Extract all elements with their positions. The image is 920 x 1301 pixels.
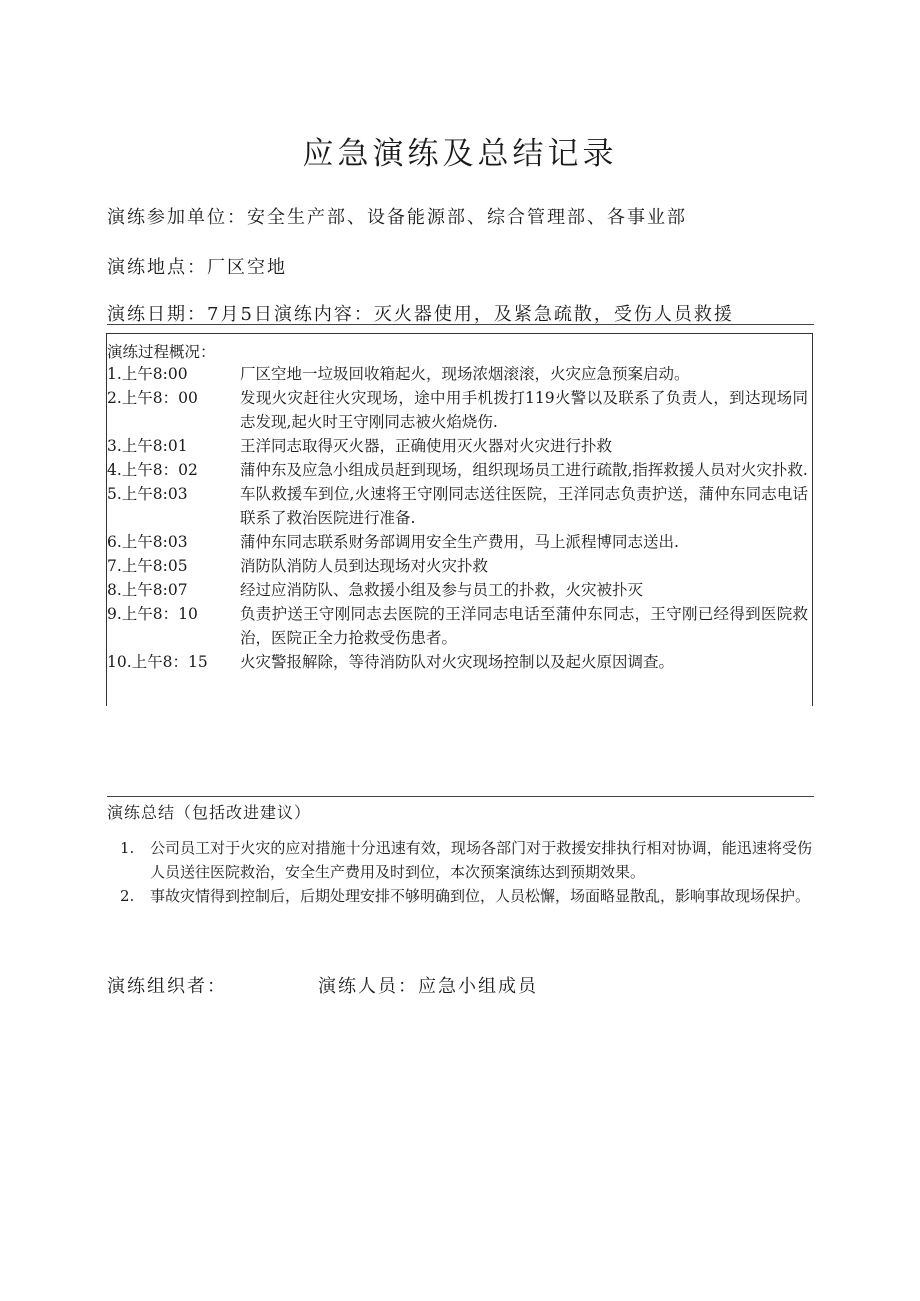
- process-item: [107, 602, 811, 650]
- drill-personnel: 演练人员：应急小组成员: [318, 976, 538, 997]
- summary-number: 1.: [120, 839, 135, 857]
- process-item: [107, 650, 811, 674]
- summary-item: [120, 836, 812, 884]
- process-time: 5.上午8:03: [107, 485, 188, 503]
- drill-location: 演练地点：厂区空地: [107, 257, 287, 278]
- process-text: 发现火灾赶往火灾现场，途中用手机拨打119火警以及联系了负责人，到达现场同志发现,起火时王守刚同志被火焰烧伤.: [240, 389, 808, 431]
- process-text: 车队救援车到位,火速将王守刚同志送往医院，王洋同志负责护送，蒲仲东同志电话联系了救治医院进行准备.: [240, 485, 808, 527]
- process-item: [107, 578, 811, 602]
- process-text: 蒲仲东及应急小组成员赶到现场，组织现场员工进行疏散,指挥救援人员对火灾扑救.: [240, 461, 808, 479]
- process-time: 2.上午8：00: [107, 389, 198, 407]
- summary-text: 公司员工对于火灾的应对措施十分迅速有效，现场各部门对于救援安排执行相对协调，能迅速将受伤人员送往医院救治，安全生产费用及时到位，本次预案演练达到预期效果。: [150, 839, 812, 881]
- process-item: [107, 530, 811, 554]
- process-time: 3.上午8:01: [107, 437, 188, 455]
- process-item: [107, 386, 811, 434]
- drill-organizer: 演练组织者：: [107, 976, 227, 997]
- process-text: 厂区空地一垃圾回收箱起火，现场浓烟滚滚，火灾应急预案启动。: [240, 365, 690, 383]
- process-time: 8.上午8:07: [107, 581, 188, 599]
- summary-item: [120, 884, 812, 908]
- process-item: [107, 554, 811, 578]
- process-item: [107, 434, 811, 458]
- process-text: 消防队消防人员到达现场对火灾扑救: [240, 557, 489, 575]
- summary-text: 事故灾情得到控制后，后期处理安排不够明确到位，人员松懈，场面略显散乱，影响事故现场保护。: [150, 887, 811, 905]
- page-title: 应急演练及总结记录: [302, 136, 618, 172]
- summary-list: [120, 836, 812, 908]
- process-text: 蒲仲东同志联系财务部调用安全生产费用，马上派程博同志送出.: [240, 533, 679, 551]
- process-time: 1.上午8:00: [107, 365, 188, 383]
- process-heading: 演练过程概况：: [107, 343, 216, 361]
- process-item: [107, 362, 811, 386]
- process-text: 王洋同志取得灭火器，正确使用灭火器对火灾进行扑救: [240, 437, 613, 455]
- process-item: [107, 482, 811, 530]
- participating-units: 演练参加单位：安全生产部、设备能源部、综合管理部、各事业部: [107, 207, 687, 228]
- process-list: [107, 362, 811, 674]
- process-text: 负责护送王守刚同志去医院的王洋同志电话至蒲仲东同志，王守刚已经得到医院救治，医院正全力抢救受伤患者。: [240, 605, 808, 647]
- process-text: 经过应消防队、急救援小组及参与员工的扑救，火灾被扑灭: [240, 581, 644, 599]
- process-time: 7.上午8:05: [107, 557, 188, 575]
- process-time: 4.上午8：02: [107, 461, 198, 479]
- process-time: 10.上午8：15: [107, 653, 208, 671]
- process-time: 9.上午8：10: [107, 605, 198, 623]
- process-item: [107, 458, 811, 482]
- process-time: 6.上午8:03: [107, 533, 188, 551]
- top-divider: [107, 324, 814, 325]
- summary-divider: [107, 796, 814, 797]
- summary-number: 2.: [120, 887, 135, 905]
- process-text: 火灾警报解除，等待消防队对火灾现场控制以及起火原因调查。: [240, 653, 675, 671]
- drill-date-content: 演练日期：7月5日演练内容：灭火器使用，及紧急疏散，受伤人员救援: [107, 304, 734, 325]
- summary-heading: 演练总结（包括改进建议）: [107, 803, 312, 822]
